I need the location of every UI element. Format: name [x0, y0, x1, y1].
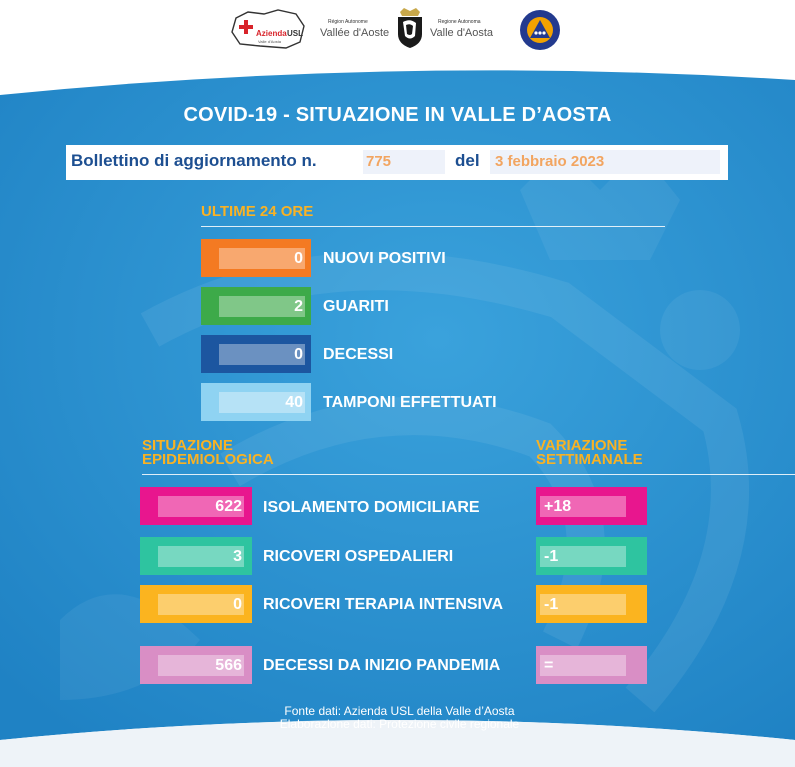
valle-aosta-crest-logo: [394, 6, 426, 50]
recovered-value: 2: [294, 298, 303, 315]
home-isolation-variation-box: [536, 487, 647, 525]
epi-divider: [142, 474, 795, 475]
bulletin-date: 3 febbraio 2023: [495, 153, 605, 170]
last24-divider: [201, 226, 665, 227]
swabs-label: TAMPONI EFFETTUATI: [323, 394, 497, 411]
total-deaths-variation-box: [536, 646, 647, 684]
svg-text:Vallée d'Aoste: Vallée d'Aoste: [320, 27, 390, 39]
protezione-civile-logo: [514, 8, 566, 52]
bulletin-bar: [66, 145, 728, 180]
deaths-value: 0: [294, 346, 303, 363]
home-isolation-box: [140, 487, 252, 525]
hospital-admissions-variation-box: [536, 537, 647, 575]
source-line-1: Fonte dati: Azienda USL della Valle d’Aosta: [284, 704, 515, 718]
recovered-label: GUARITI: [323, 298, 389, 315]
deaths-box: [201, 335, 311, 373]
data-source: [0, 705, 795, 731]
deaths-label: DECESSI: [323, 346, 394, 363]
hospital-admissions-label: RICOVERI OSPEDALIERI: [263, 548, 454, 565]
weekly-variation-heading: VARIAZIONE SETTIMANALE: [536, 437, 643, 468]
intensive-care-label: RICOVERI TERAPIA INTENSIVA: [263, 596, 504, 613]
total-deaths-box: [140, 646, 252, 684]
swabs-box: [201, 383, 311, 421]
azienda-usl-logo: [230, 8, 310, 50]
source-line-2: Elaborazione dati: Protezione civile regionale: [279, 717, 520, 731]
svg-text:Azienda: Azienda: [256, 29, 287, 38]
regione-valle-aosta-logo-left: [318, 14, 390, 44]
svg-text:Valle d'Aosta: Valle d'Aosta: [430, 27, 494, 39]
epi-heading: SITUAZIONE EPIDEMIOLOGICA: [142, 437, 274, 468]
bulletin-number: 775: [366, 153, 392, 170]
intensive-care-variation-box: [536, 585, 647, 623]
intensive-care-box: [140, 585, 252, 623]
hospital-admissions-box: [140, 537, 252, 575]
page-title: COVID-19 - SITUAZIONE IN VALLE D’AOSTA: [183, 104, 612, 126]
new-positives-label: NUOVI POSITIVI: [323, 250, 446, 267]
swabs-value: 40: [285, 394, 303, 411]
header: [0, 0, 795, 70]
hospital-admissions-value: 3: [233, 548, 242, 565]
hospital-admissions-variation: -1: [544, 548, 559, 565]
svg-text:Regione Autonoma: Regione Autonoma: [438, 19, 481, 25]
recovered-box: [201, 287, 311, 325]
home-isolation-label: ISOLAMENTO DOMICILIARE: [263, 499, 480, 516]
bulletin-del-label: del: [455, 151, 480, 170]
new-positives-box: [201, 239, 311, 277]
svg-text:USL: USL: [287, 29, 303, 38]
new-positives-value: 0: [294, 250, 303, 267]
intensive-care-variation: -1: [544, 596, 559, 613]
total-deaths-label: DECESSI DA INIZIO PANDEMIA: [263, 657, 501, 674]
total-deaths-variation: =: [544, 657, 554, 674]
home-isolation-variation: +18: [544, 498, 572, 515]
total-deaths-value: 566: [215, 657, 242, 674]
svg-text:Valle d'Aosta: Valle d'Aosta: [258, 39, 281, 44]
regione-valle-aosta-logo-right: [428, 14, 500, 44]
last24-heading: ULTIME 24 ORE: [201, 203, 314, 220]
bulletin-label: Bollettino di aggiornamento n.: [71, 151, 317, 170]
home-isolation-value: 622: [215, 498, 242, 515]
svg-text:Région Autonome: Région Autonome: [328, 19, 368, 25]
intensive-care-value: 0: [233, 596, 242, 613]
